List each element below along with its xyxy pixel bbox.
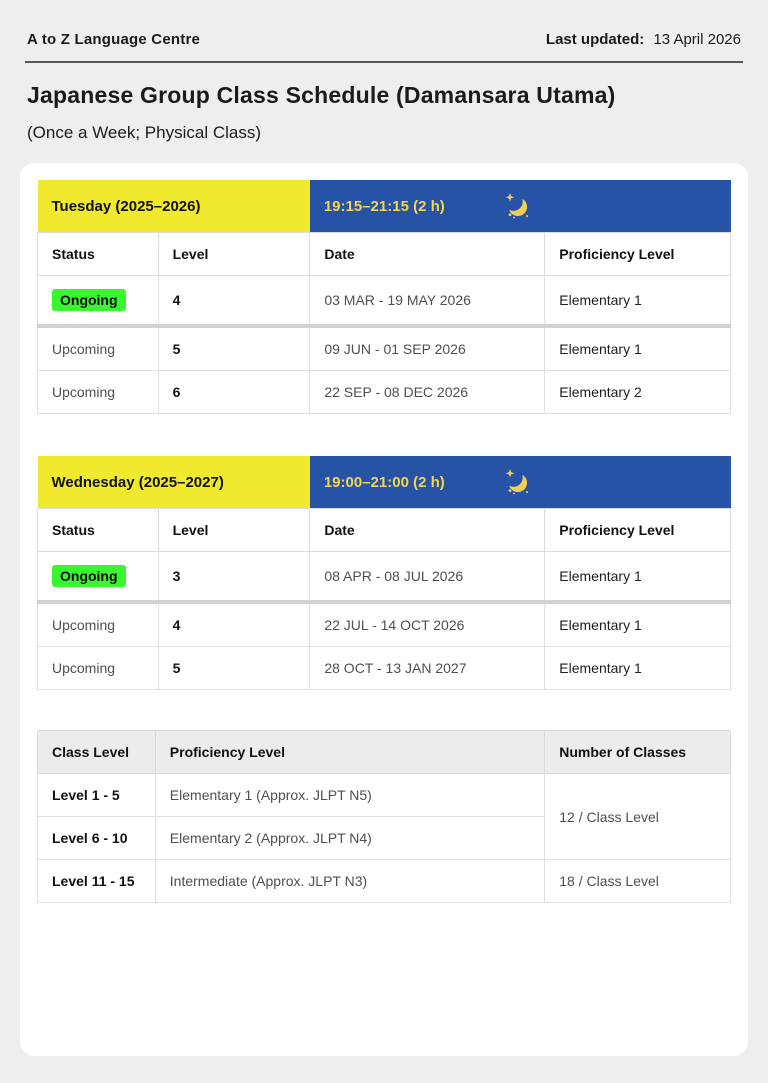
col-date: Date — [310, 233, 545, 276]
col-number-of-classes: Number of Classes — [545, 731, 731, 774]
page-subtitle: (Once a Week; Physical Class) — [27, 123, 261, 142]
col-status: Status — [38, 233, 159, 276]
date-cell: 28 OCT - 13 JAN 2027 — [310, 647, 545, 690]
col-level: Level — [158, 509, 310, 552]
date-cell: 08 APR - 08 JUL 2026 — [310, 552, 545, 603]
time-band — [310, 180, 731, 233]
table-header-row — [38, 731, 731, 774]
ongoing-status-badge: Ongoing — [52, 289, 126, 311]
proficiency-cell: Intermediate (Approx. JLPT N3) — [155, 860, 544, 903]
time-band — [310, 456, 731, 509]
time-band-label: 19:00–21:00 (2 h) — [323, 473, 445, 491]
class-levels-table — [37, 730, 731, 903]
class-level-cell: Level 1 - 5 — [38, 774, 156, 817]
col-date: Date — [310, 509, 545, 552]
table-header-row — [38, 233, 731, 276]
classes-count-cell: 18 / Class Level — [545, 860, 731, 903]
col-proficiency-level: Proficiency Level — [155, 731, 544, 774]
level-cell: 5 — [158, 647, 310, 690]
schedule-table-wednesday — [37, 456, 731, 690]
day-band: Tuesday (2025–2026) — [38, 180, 310, 233]
status-cell: Upcoming — [38, 602, 159, 647]
table-row — [38, 276, 731, 327]
table-row — [38, 602, 731, 647]
ongoing-status-badge: Ongoing — [52, 565, 126, 587]
status-cell — [38, 276, 159, 327]
table-row — [38, 774, 731, 817]
col-status: Status — [38, 509, 159, 552]
class-level-cell: Level 6 - 10 — [38, 817, 156, 860]
status-cell: Upcoming — [38, 371, 159, 414]
last-updated — [546, 31, 741, 48]
date-cell: 22 JUL - 14 OCT 2026 — [310, 602, 545, 647]
table-row — [38, 647, 731, 690]
col-level: Level — [158, 233, 310, 276]
last-updated-value: 13 April 2026 — [653, 31, 741, 48]
table-row — [38, 552, 731, 603]
level-cell: 4 — [158, 276, 310, 327]
status-cell: Upcoming — [38, 647, 159, 690]
schedule-table-tuesday — [37, 180, 731, 414]
date-cell: 22 SEP - 08 DEC 2026 — [310, 371, 545, 414]
schedule-card — [20, 163, 748, 1056]
table-band-row — [38, 456, 731, 509]
proficiency-cell: Elementary 1 — [545, 326, 731, 371]
level-cell: 4 — [158, 602, 310, 647]
date-cell: 09 JUN - 01 SEP 2026 — [310, 326, 545, 371]
status-cell — [38, 552, 159, 603]
table-header-row — [38, 509, 731, 552]
col-class-level: Class Level — [38, 731, 156, 774]
crescent-moon-icon — [503, 468, 531, 496]
table-row — [38, 326, 731, 371]
col-proficiency: Proficiency Level — [545, 233, 731, 276]
proficiency-cell: Elementary 1 — [545, 552, 731, 603]
page-title: Japanese Group Class Schedule (Damansara Utama) — [27, 82, 616, 108]
col-proficiency: Proficiency Level — [545, 509, 731, 552]
header-divider — [25, 61, 743, 63]
top-bar — [0, 0, 768, 48]
day-band: Wednesday (2025–2027) — [38, 456, 310, 509]
proficiency-cell: Elementary 1 — [545, 647, 731, 690]
class-level-cell: Level 11 - 15 — [38, 860, 156, 903]
time-band-label: 19:15–21:15 (2 h) — [323, 197, 445, 215]
brand-name: A to Z Language Centre — [27, 31, 201, 48]
classes-count-cell-merged: 12 / Class Level — [545, 774, 731, 860]
level-cell: 6 — [158, 371, 310, 414]
date-cell: 03 MAR - 19 MAY 2026 — [310, 276, 545, 327]
table-band-row — [38, 180, 731, 233]
proficiency-cell: Elementary 1 (Approx. JLPT N5) — [155, 774, 544, 817]
last-updated-label: Last updated: — [545, 31, 645, 48]
level-cell: 3 — [158, 552, 310, 603]
proficiency-cell: Elementary 1 — [545, 276, 731, 327]
proficiency-cell: Elementary 2 — [545, 371, 731, 414]
crescent-moon-icon — [503, 192, 531, 220]
status-cell: Upcoming — [38, 326, 159, 371]
proficiency-cell: Elementary 2 (Approx. JLPT N4) — [155, 817, 544, 860]
table-row — [38, 860, 731, 903]
table-row — [38, 371, 731, 414]
proficiency-cell: Elementary 1 — [545, 602, 731, 647]
level-cell: 5 — [158, 326, 310, 371]
